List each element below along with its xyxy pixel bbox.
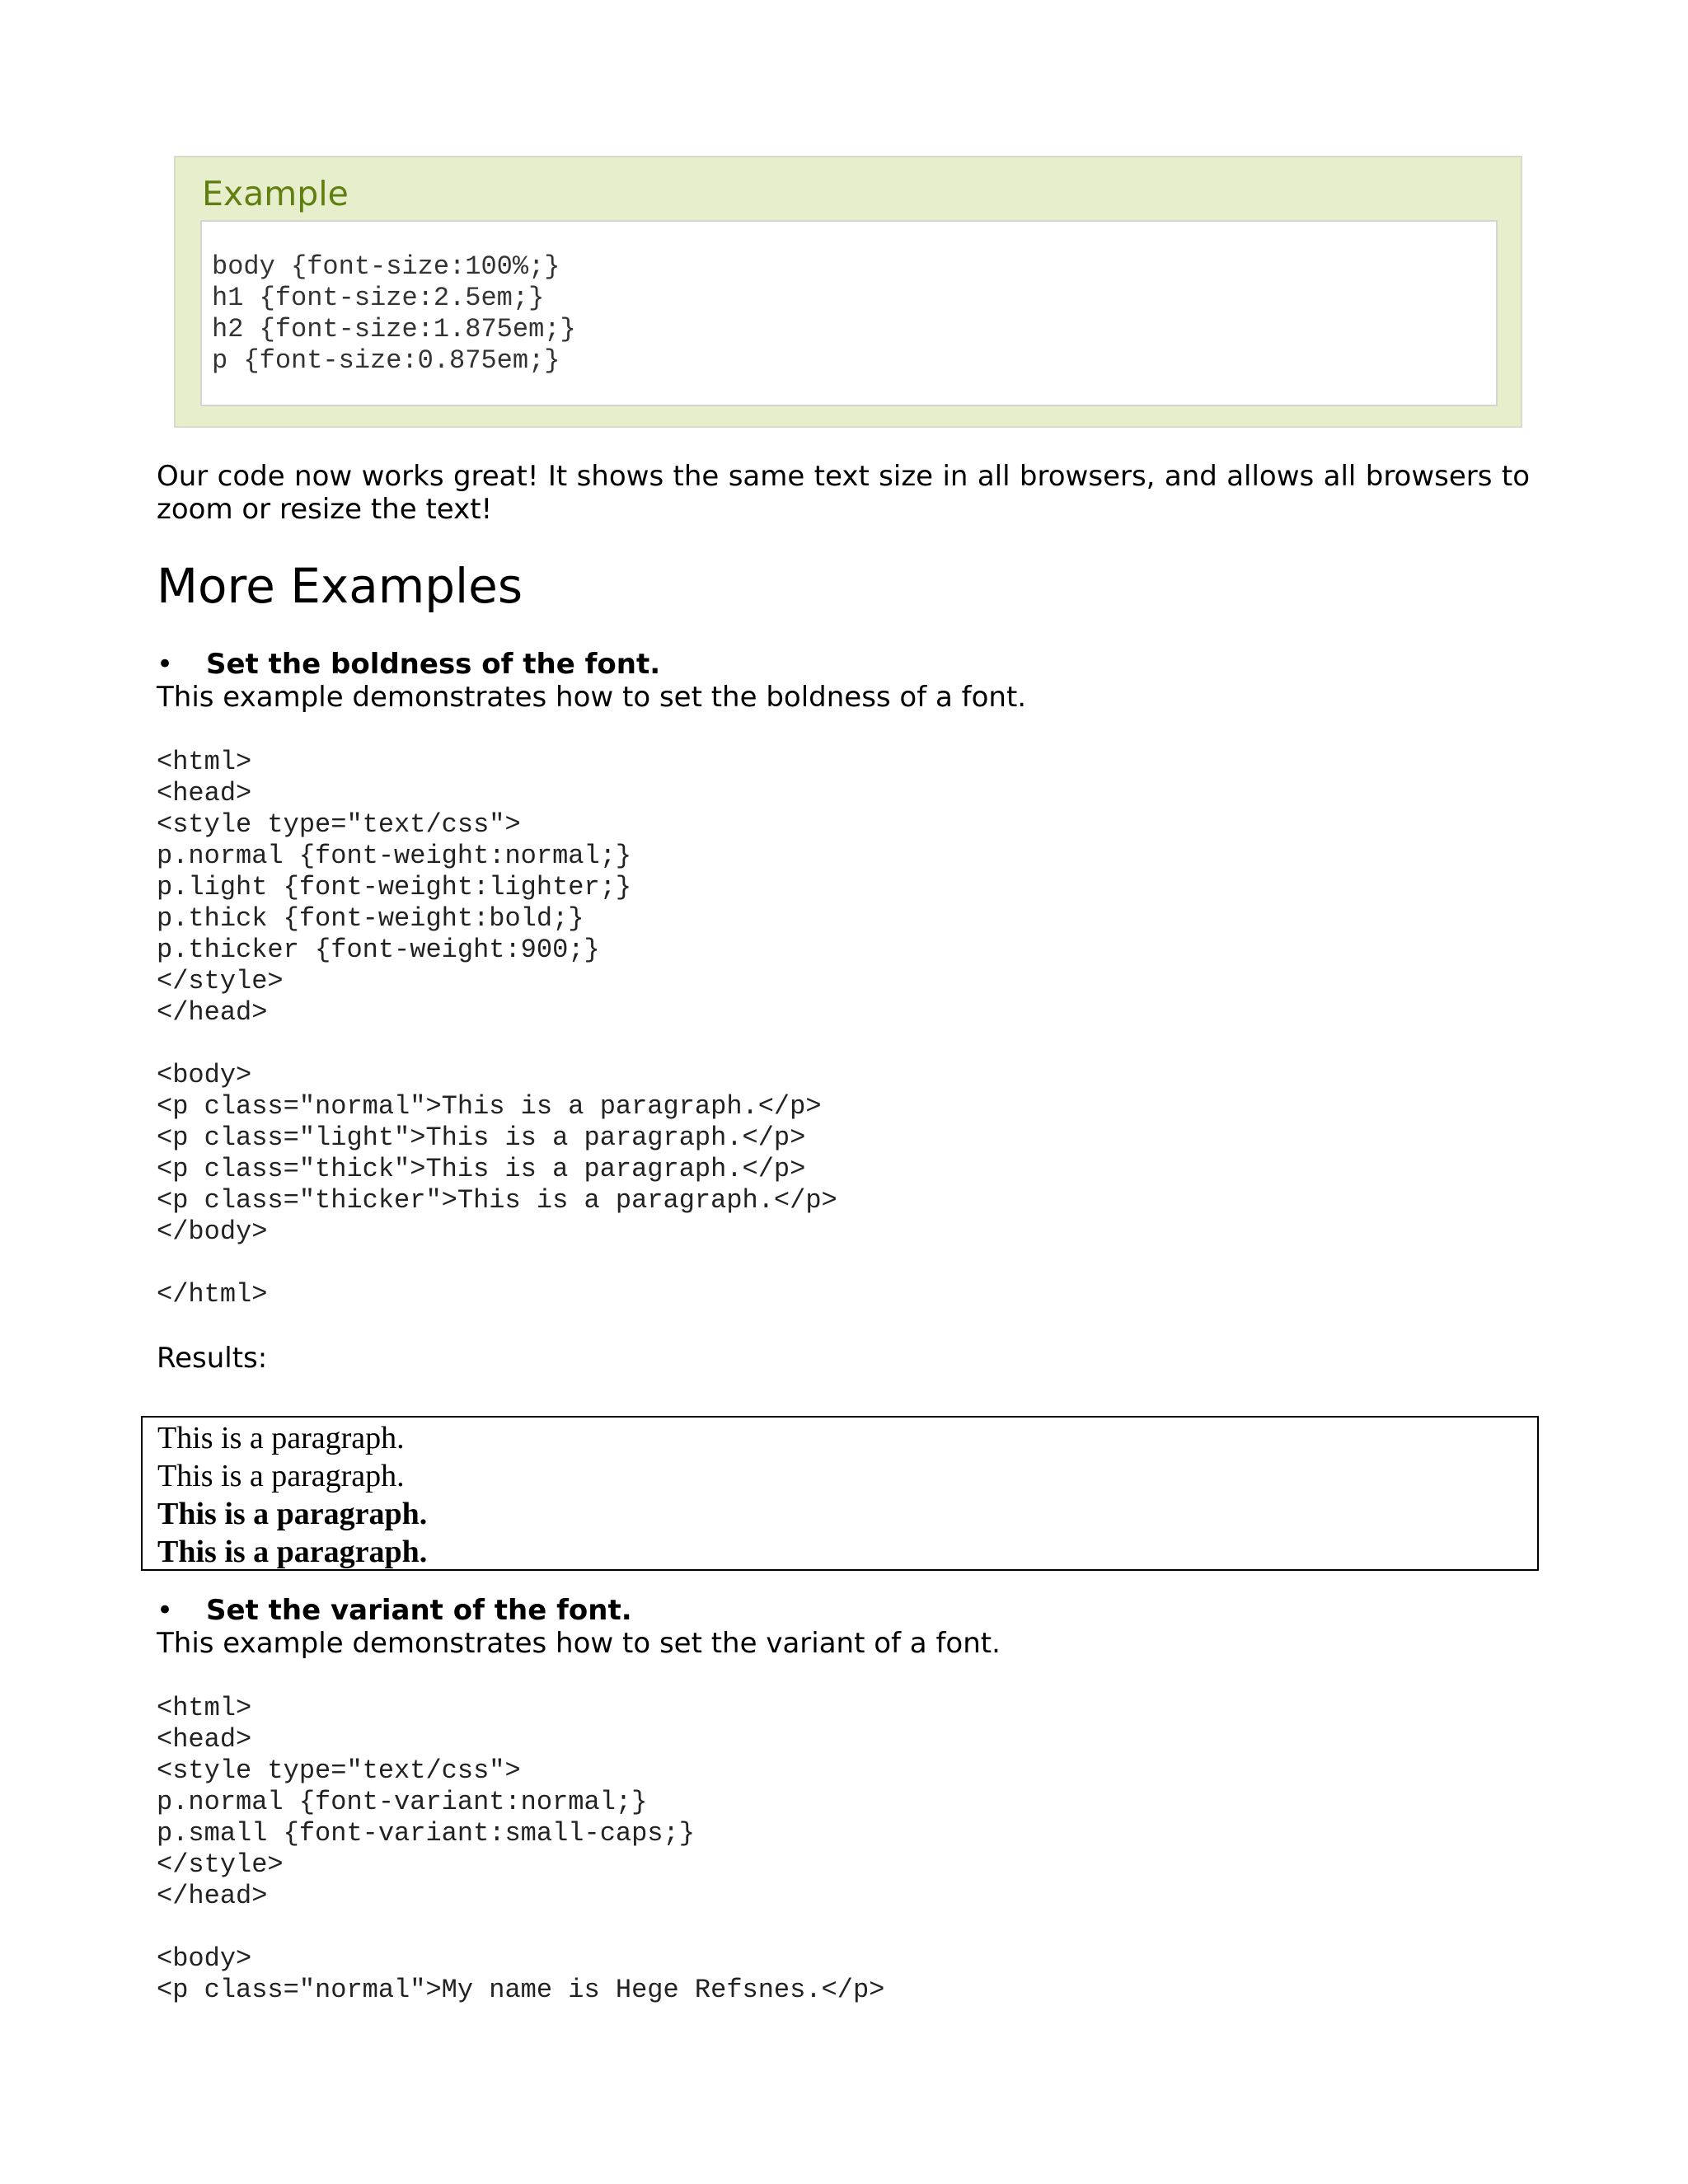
example-code-panel [200, 220, 1498, 406]
example1-code: <html> <head> <style type="text/css"> p.normal {font-weight:normal;} p.light {font-weight:lighter;} p.thick {font-weight:bold;} p.thicker {font-weight:900;} </style> </head> <body> <p class="normal">This is a paragraph.</p> <p class="light">This is a paragraph.</p> <p class="thick">This is a paragraph.</p> <p class="thicker">This is a paragraph.</p> </body> </html> [157, 747, 837, 1310]
example1-bullet [157, 648, 660, 681]
example2-bullet [157, 1594, 632, 1627]
section-heading: More Examples [157, 558, 523, 614]
example-box [174, 156, 1522, 428]
result-light: This is a paragraph. [157, 1459, 405, 1493]
example1-code-block [157, 747, 837, 1310]
result-thick: This is a paragraph. [157, 1497, 428, 1531]
result-normal: This is a paragraph. [157, 1421, 405, 1455]
example-code: body {font-size:100%;} h1 {font-size:2.5em;} h2 {font-size:1.875em;} p {font-size:0.875em;} [212, 251, 576, 376]
results-box [141, 1416, 1539, 1571]
bullet-icon: • [157, 1594, 174, 1627]
results-label: Results: [157, 1342, 268, 1375]
example1-title: Set the boldness of the font. [206, 648, 661, 681]
result-thicker: This is a paragraph. [157, 1535, 428, 1569]
intro-paragraph: Our code now works great! It shows the same text size in all browsers, and allows all browsers to zoom or resize the text! [157, 460, 1530, 526]
example1-description: This example demonstrates how to set the boldness of a font. [157, 681, 1027, 714]
bullet-icon: • [157, 648, 174, 681]
example2-title: Set the variant of the font. [206, 1594, 632, 1627]
example-title: Example [202, 174, 349, 213]
example2-code: <html> <head> <style type="text/css"> p.normal {font-variant:normal;} p.small {font-variant:small-caps;} </style> </head> <body> <p class="normal">My name is Hege Refsnes.</p> [157, 1693, 885, 2005]
example2-description: This example demonstrates how to set the variant of a font. [157, 1627, 1001, 1660]
example2-code-block [157, 1693, 884, 2006]
